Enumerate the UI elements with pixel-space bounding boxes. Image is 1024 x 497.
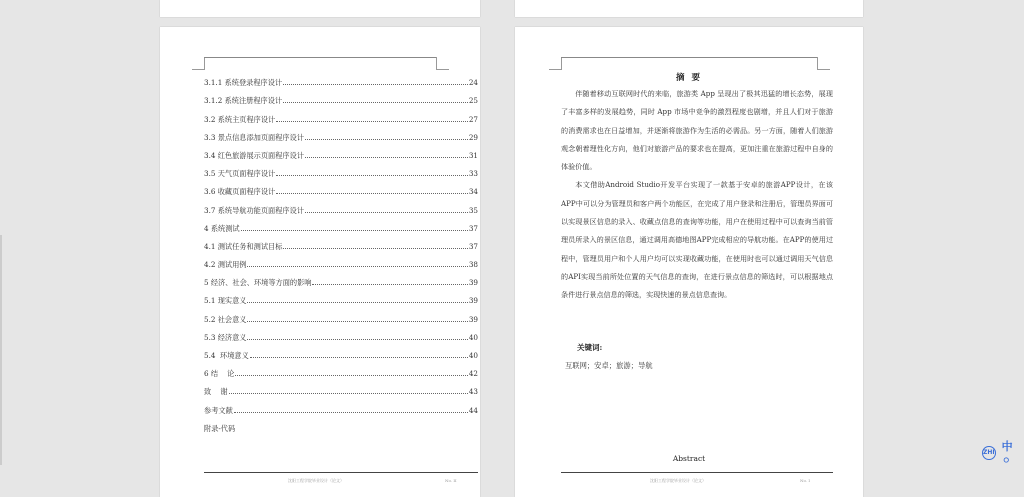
toc-entry-title: 3.5 天气页面程序设计 (204, 169, 276, 179)
footer-text: 沈阳工程学院毕业设计（论文） (650, 478, 706, 483)
toc-entry-title: 3.1.1 系统登录程序设计 (204, 78, 283, 88)
left-edge-strip (0, 235, 2, 465)
toc-entry-page: 44 (468, 405, 478, 415)
toc-leader-dots (276, 175, 468, 176)
toc-entry-title: 5.1 现实意义 (204, 296, 247, 306)
toc-leader-dots (276, 193, 468, 194)
toc-entry-title: 3.3 景点信息添加页面程序设计 (204, 132, 304, 142)
toc-entry[interactable] (204, 196, 478, 214)
toc-leader-dots (283, 102, 468, 103)
toc-entry-title: 6 结 论 (204, 369, 235, 379)
toc-entry-title: 5.2 社会意义 (204, 314, 247, 324)
toc-entry-page: 43 (468, 387, 478, 397)
toc-entry[interactable] (204, 269, 478, 287)
page-table-of-contents (160, 27, 480, 497)
toc-entry-title: 4 系统测试 (204, 223, 240, 233)
toc-leader-dots (235, 375, 467, 376)
toc-leader-dots (229, 393, 468, 394)
toc-entry-page: 29 (468, 132, 478, 142)
toc-entry[interactable] (204, 178, 478, 196)
toc-entry-title: 3.7 系统导航功能页面程序设计 (204, 205, 304, 215)
toc-entry-title: 3.1.2 系统注册程序设计 (204, 96, 283, 106)
toc-entry-title: 4.2 测试用例 (204, 260, 247, 270)
toc-entry-title: 附录-代码 (204, 423, 236, 433)
toc-leader-dots (283, 248, 467, 249)
toc-entry[interactable] (204, 215, 478, 233)
corner-mark (817, 57, 830, 70)
toc-entry[interactable] (204, 69, 478, 87)
toc-entry[interactable] (204, 378, 478, 396)
toc-entry-page: 25 (468, 96, 478, 106)
footer-rule (561, 472, 833, 473)
toc-leader-dots (305, 212, 468, 213)
toc-entry-page: 37 (468, 223, 478, 233)
toc-entry-page: 40 (468, 351, 478, 360)
toc-entry-page: 34 (468, 187, 478, 197)
toc-entry[interactable] (204, 396, 478, 414)
toc-leader-dots (312, 284, 467, 285)
toc-entry-page: 37 (468, 241, 478, 251)
toc-entry[interactable] (204, 287, 478, 305)
toc-entry-title: 4.1 测试任务和测试目标 (204, 241, 283, 251)
keywords-text: 互联网；安卓；旅游；导航 (565, 361, 653, 370)
toc-entry-title: 5.4 环境意义 (204, 351, 249, 360)
toc-entry-title: 5 经济、社会、环境等方面的影响 (204, 278, 312, 288)
table-of-contents (204, 69, 478, 433)
toc-entry-page: 40 (468, 332, 478, 342)
toc-entry-page: 39 (468, 314, 478, 324)
toc-entry-title: 致 谢 (204, 387, 228, 397)
toc-leader-dots (276, 121, 468, 122)
toc-entry-title: 5.3 经济意义 (204, 332, 247, 342)
abstract-title: 摘 要 (676, 73, 702, 83)
toc-entry[interactable] (204, 324, 478, 342)
toc-entry[interactable] (204, 342, 478, 360)
header-rule (204, 57, 436, 58)
toc-leader-dots (305, 157, 468, 158)
corner-mark (549, 57, 562, 70)
toc-entry[interactable] (204, 160, 478, 178)
toc-leader-dots (247, 339, 467, 340)
previous-page-left (160, 0, 480, 17)
header-rule (561, 57, 817, 58)
floating-translate-widget[interactable] (982, 438, 1024, 467)
abstract-paragraph: 伴随着移动互联网时代的来临，旅游类 App 呈现出了极其迅猛的增长态势，展现了丰富多样的发展趋势，同时 App 市场中竞争的激烈程度也剧增，并且人们对于旅游的消费需求也在日益增加，并逐渐将旅游作为生活的必需品。另一方面，随着人们旅游观念朝着理性化方向，他们对旅游产品的要求也在提高，更加注重在旅游过程中自身的体验价值。 (561, 89, 833, 172)
toc-leader-dots (247, 302, 467, 303)
toc-entry-title: 3.4 红色旅游展示页面程序设计 (204, 150, 304, 160)
toc-entry-page: 38 (468, 260, 478, 270)
translate-icon[interactable]: ZHI (982, 446, 996, 460)
toc-entry-page: 33 (468, 169, 478, 179)
footer-rule (204, 472, 478, 473)
keywords-label: 关键词: (577, 343, 603, 352)
toc-entry[interactable] (204, 105, 478, 123)
toc-leader-dots (283, 84, 468, 85)
widget-language-label[interactable]: 中 ⚪ (1001, 440, 1013, 467)
toc-entry[interactable] (204, 142, 478, 160)
previous-page-right (515, 0, 863, 17)
toc-entry[interactable] (204, 124, 478, 142)
toc-entry-page: 24 (468, 78, 478, 88)
toc-entry[interactable] (204, 305, 478, 323)
toc-leader-dots (234, 412, 468, 413)
toc-leader-dots (250, 357, 468, 358)
toc-leader-dots (247, 321, 467, 322)
page-abstract (515, 27, 863, 497)
toc-entry[interactable] (204, 233, 478, 251)
footer-text: 沈阳工程学院毕业设计（论文） (288, 478, 344, 483)
english-abstract-title: Abstract (672, 454, 706, 463)
toc-entry-title: 3.6 收藏页面程序设计 (204, 187, 276, 197)
toc-entry[interactable] (204, 360, 478, 378)
toc-entry-page: 39 (468, 278, 478, 288)
footer-page-number: No. I (800, 478, 810, 483)
abstract-paragraph: 本文借助Android Studio开发平台实现了一款基于安卓的旅游APP设计，在该APP中可以分为管理员和客户两个功能区，在完成了用户登录和注册后，管理员界面可以实现景区信息的录入、收藏点信息的查询等功能，用户在使用过程中可以查询当前管理员所录入的景区信息，通过调用高德地图APP完成相应的导航功能。在APP的使用过程中，管理员用户和个人用户均可以实现收藏功能，在使用时也可以通过调用天气信息的API实现当前所处位置的天气信息的查询，在进行景点信息的筛选时，可以根据地点条件进行景点信息的筛选，实现快速的景点信息查询。 (561, 180, 833, 300)
toc-entry[interactable] (204, 251, 478, 269)
toc-entry-page: 27 (468, 114, 478, 124)
toc-entry-page: 31 (468, 150, 478, 160)
toc-entry-title: 3.2 系统主页程序设计 (204, 114, 276, 124)
toc-entry-title: 参考文献 (204, 405, 233, 415)
toc-leader-dots (305, 139, 468, 140)
toc-entry[interactable] (204, 415, 478, 433)
toc-entry-page: 42 (468, 369, 478, 379)
abstract-body (561, 85, 833, 305)
footer-page-number: No. II (445, 478, 457, 483)
toc-leader-dots (247, 266, 467, 267)
toc-entry-page: 35 (468, 205, 478, 215)
toc-entry-page: 39 (468, 296, 478, 306)
toc-entry[interactable] (204, 87, 478, 105)
toc-leader-dots (241, 230, 468, 231)
